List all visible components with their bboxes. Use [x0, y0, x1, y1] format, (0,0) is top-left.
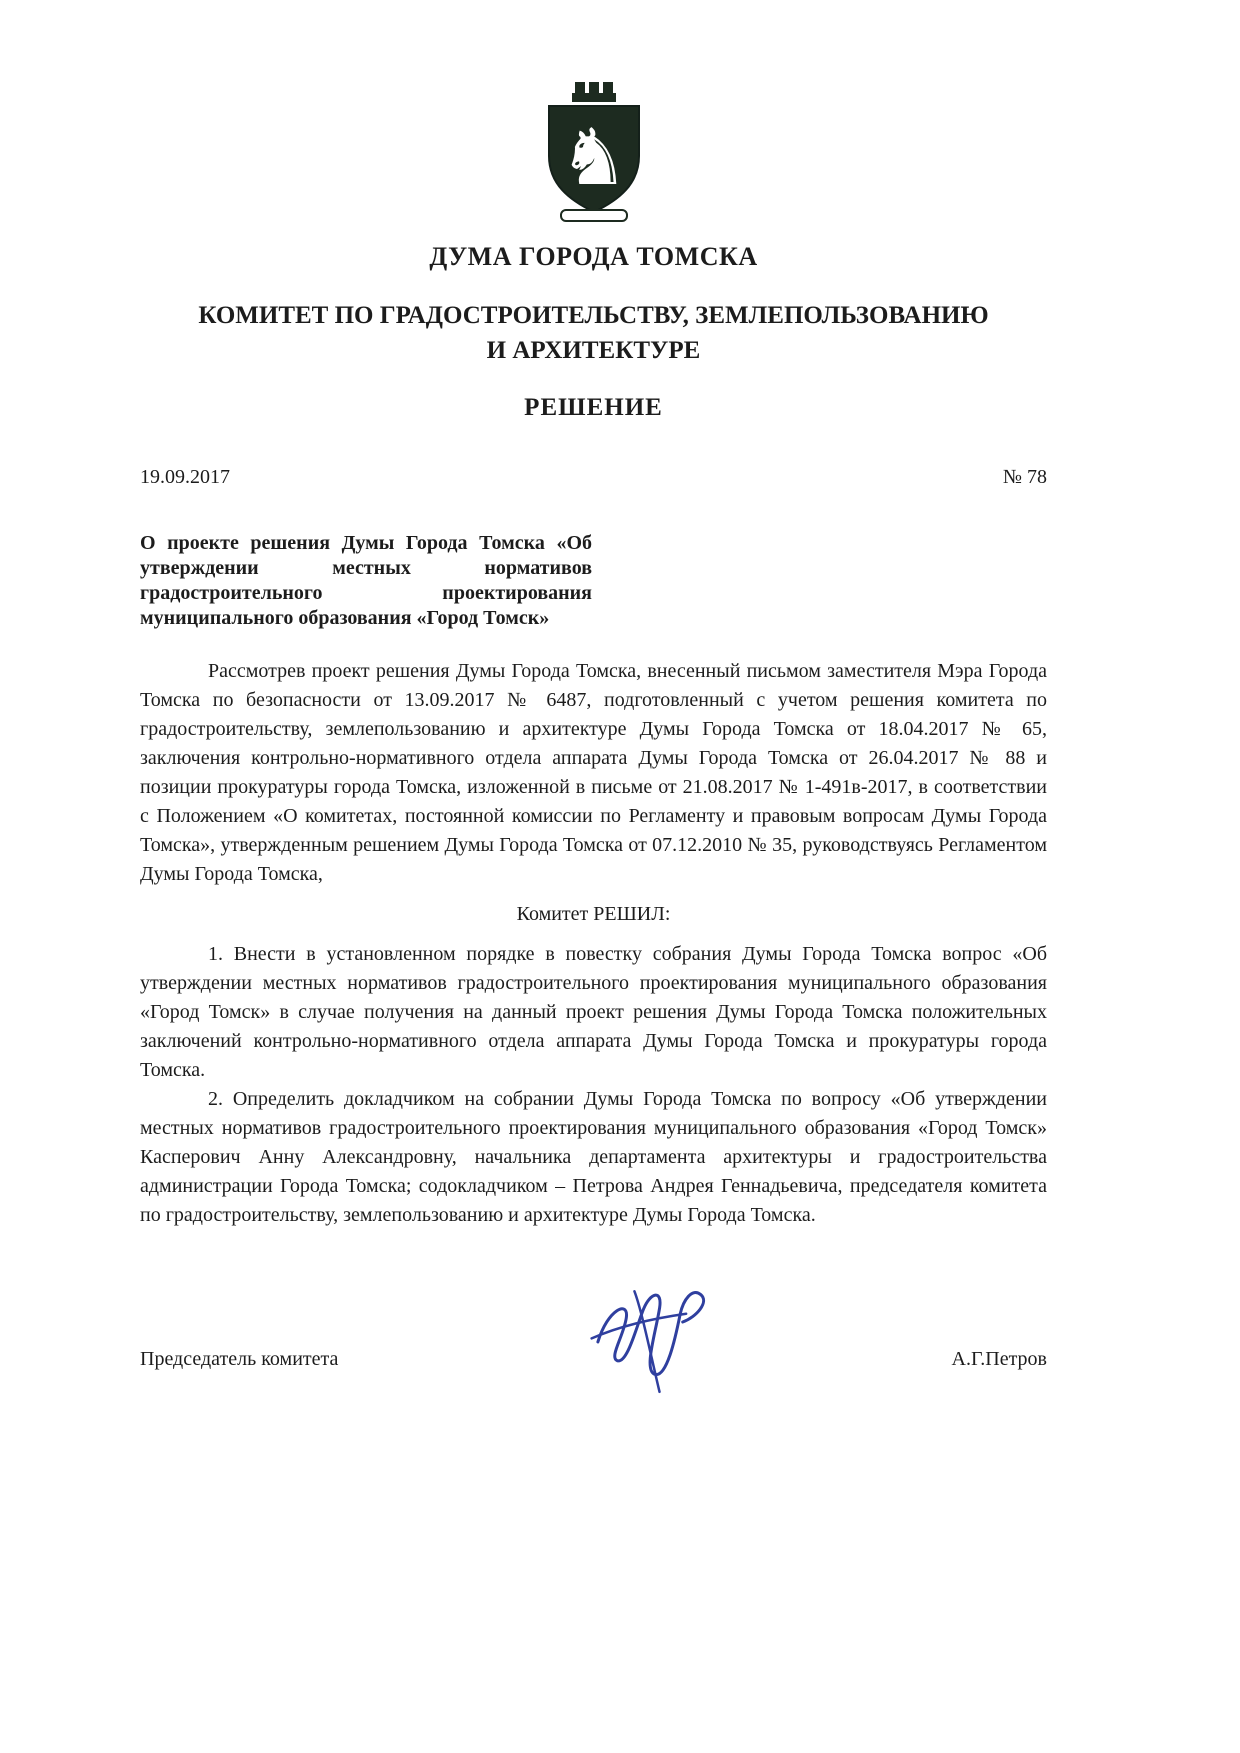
- doc-number: № 78: [1002, 466, 1047, 488]
- horse-icon: ♞: [558, 113, 629, 203]
- signer-name: А.Г.Петров: [951, 1348, 1047, 1370]
- subject-paragraph: О проекте решения Думы Города Томска «Об утверждении местных нормативов градостроительного проектирования муниципального образования «Город Томск»: [140, 532, 592, 629]
- doc-date: 19.09.2017: [140, 466, 230, 488]
- meta-row: [140, 466, 1047, 489]
- signature-row: [140, 1290, 1047, 1420]
- resolved-heading: Комитет РЕШИЛ:: [516, 903, 671, 925]
- signer-position: Председатель комитета: [140, 1348, 339, 1370]
- committee-title: [140, 298, 1047, 368]
- coat-of-arms-svg: [539, 82, 649, 227]
- preamble-paragraph: Рассмотрев проект решения Думы Города Томска, внесенный письмом заместителя Мэра Города Томска по безопасности от 13.09.2017 № 6487, подготовленный с учетом решения комитета по градостроительству, землепользованию и архитектуре Думы Города Томска от 18.04.2017 № 65, заключения контрольно-нормативного отдела аппарата Думы Города Томска от 26.04.2017 № 88 и позиции прокуратуры города Томска, изложенной в письме от 21.08.2017 № 1-491в-2017, в соответствии с Положением «О комитетах, постоянной комиссии по Регламенту и правовым вопросам Думы Города Томска», утвержденным решением Думы Города Томска от 07.12.2010 № 35, руководствуясь Регламентом Думы Города Томска,: [140, 660, 1047, 885]
- tomsk-coat-of-arms-icon: [140, 0, 1047, 232]
- document-content: [140, 0, 1047, 1420]
- committee-title-line1: КОМИТЕТ ПО ГРАДОСТРОИТЕЛЬСТВУ, ЗЕМЛЕПОЛЬЗОВАНИЮ: [198, 302, 989, 329]
- committee-title-line2: И АРХИТЕКТУРЕ: [486, 337, 701, 364]
- signature-autograph-icon: [576, 1271, 735, 1412]
- mural-crown-icon: [572, 82, 616, 102]
- ribbon-banner: [561, 210, 627, 221]
- doc-type-heading: РЕШЕНИЕ: [524, 394, 663, 421]
- org-title: ДУМА ГОРОДА ТОМСКА: [429, 242, 758, 271]
- resolution-item-1: 1. Внести в установленном порядке в повестку собрания Думы Города Томска вопрос «Об утверждении местных нормативов градостроительного проектирования муниципального образования «Город Томск» в случае получения на данный проект решения Думы Города Томска положительных заключений контрольно-нормативного отдела аппарата Думы Города Томска и прокуратуры города Томска.: [140, 943, 1047, 1081]
- resolution-item-2: 2. Определить докладчиком на собрании Думы Города Томска по вопросу «Об утверждении местных нормативов градостроительного проектирования муниципального образования «Город Томск» Касперович Анну Александровну, начальника департамента архитектуры и градостроительства администрации Города Томска; содокладчиком – Петрова Андрея Геннадьевича, председателя комитета по градостроительству, землепользованию и архитектуре Думы Города Томска.: [140, 1088, 1047, 1226]
